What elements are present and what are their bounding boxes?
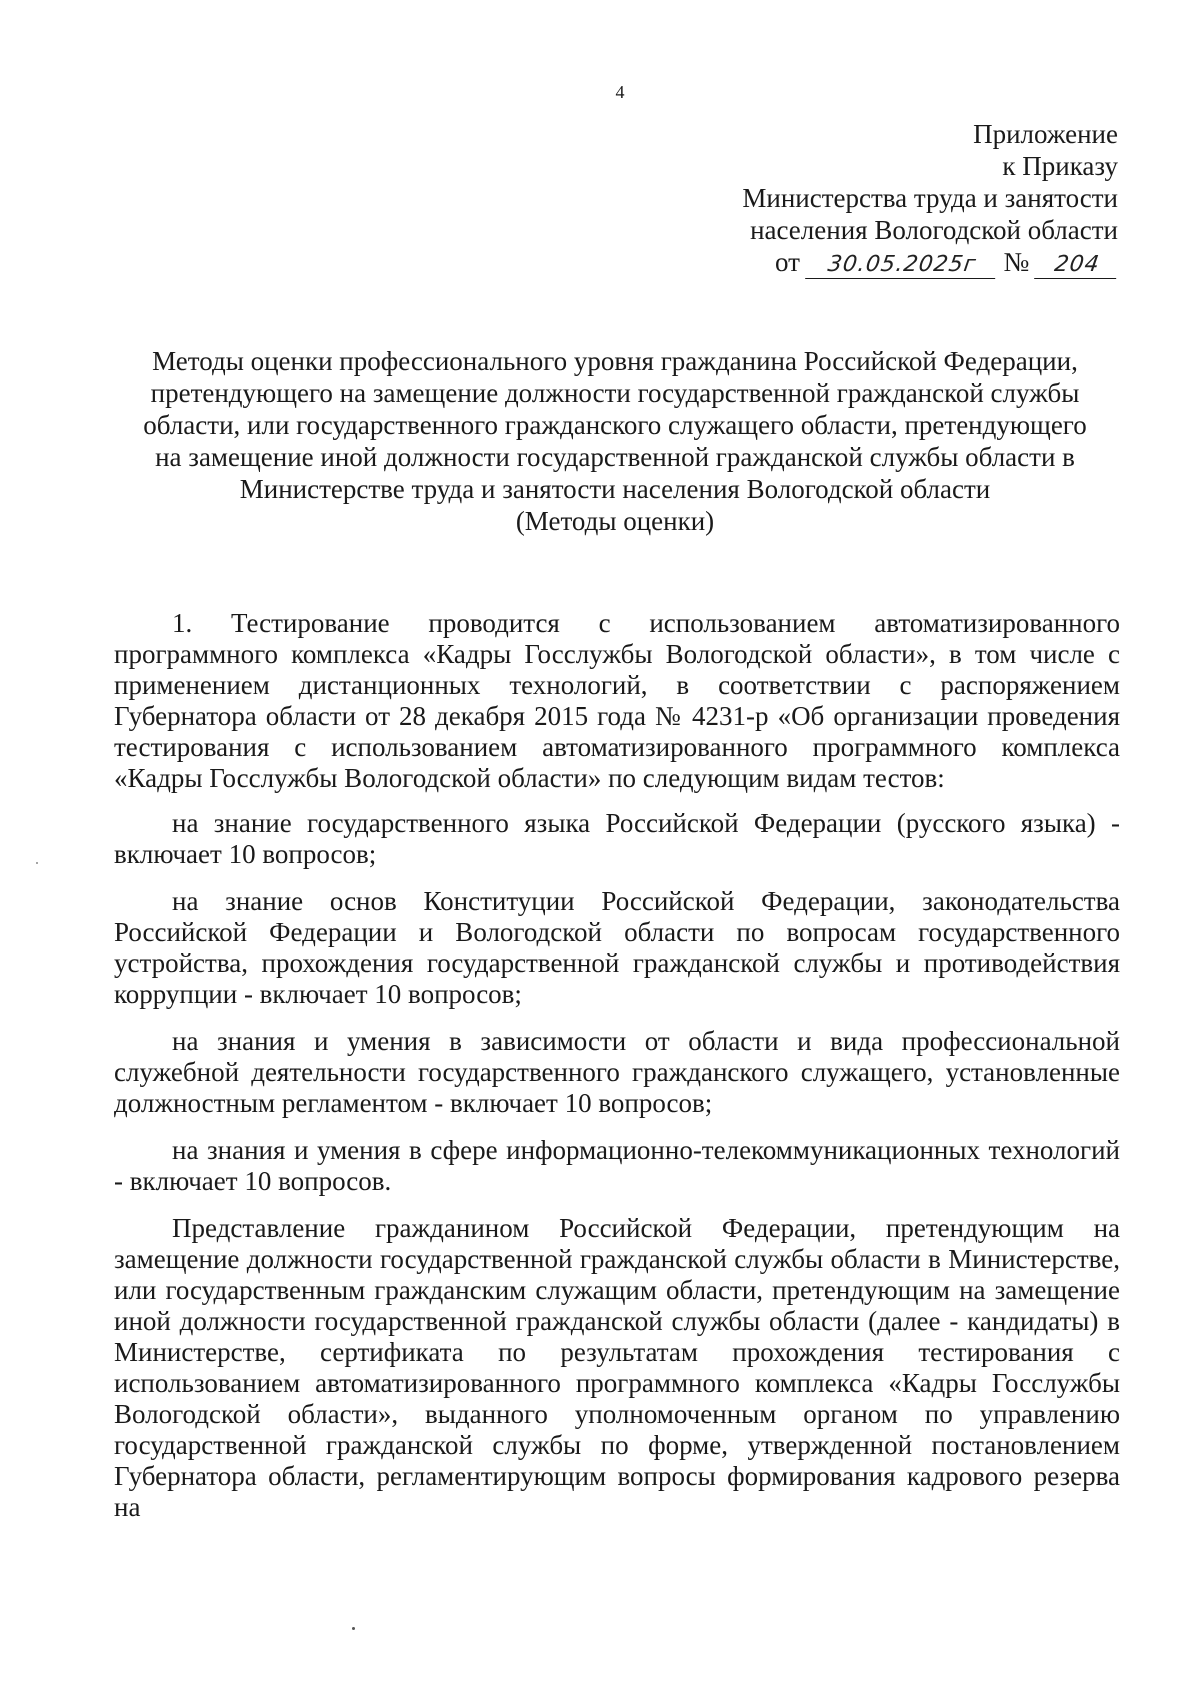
appendix-line: Министерства труда и занятости	[742, 183, 1118, 213]
title-line: на замещение иной должности государственной гражданской службы области в	[155, 442, 1075, 472]
document-title	[110, 345, 1120, 537]
paragraph-test-constitution: на знание основ Конституции Российской Федерации, законодательства Российской Федерации и Вологодской области по вопросам государственного устройства, прохождения государственной гражданской службы и противодействия коррупции - включает 10 вопросов;	[114, 886, 1120, 1009]
scan-speck	[352, 1627, 355, 1630]
title-line: области, или государственного гражданского служащего области, претендующего	[143, 410, 1087, 440]
handwritten-number: 204	[1034, 252, 1120, 279]
title-line: претендующего на замещение должности государственной гражданской службы	[150, 378, 1080, 408]
title-line: Методы оценки профессионального уровня гражданина Российской Федерации,	[152, 346, 1078, 376]
scan-speck	[36, 862, 38, 864]
appendix-line: населения Вологодской области	[750, 215, 1118, 245]
title-line: Министерстве труда и занятости населения Вологодской области	[239, 474, 991, 504]
title-line: (Методы оценки)	[515, 506, 715, 536]
appendix-line: Приложение	[973, 119, 1118, 149]
paragraph-test-professional: на знания и умения в зависимости от области и вида профессиональной служебной деятельности государственного гражданского служащего, установленные должностным регламентом - включает 10 вопросов;	[114, 1026, 1120, 1118]
page-number: 4	[615, 82, 625, 102]
paragraph-certificate: Представление гражданином Российской Федерации, претендующим на замещение должности государственной гражданской службы области в Министерстве, или государственным гражданским служащим области, претендующим на замещение иной должности государственной гражданской службы области (далее - кандидаты) в Министерстве, сертификата по результатам прохождения тестирования с использованием автоматизированного программного комплекса «Кадры Госслужбы Вологодской области», выданного уполномоченным органом по управлению государственной гражданской службы по форме, утвержденной постановлением Губернатора области, регламентирующим вопросы формирования кадрового резерва на	[114, 1213, 1120, 1522]
paragraph-test-ict: на знания и умения в сфере информационно-телекоммуникационных технологий - включает 10 вопросов.	[114, 1135, 1120, 1196]
paragraph-1: 1. Тестирование проводится с использованием автоматизированного программного комплекса «Кадры Госслужбы Вологодской области», в том числе с применением дистанционных технологий, в соответствии с распоряжением Губернатора области от 28 декабря 2015 года № 4231-р «Об организации проведения тестирования с использованием автоматизированного программного комплекса «Кадры Госслужбы Вологодской области» по следующим видам тестов:	[114, 608, 1120, 793]
number-prefix: №	[1003, 247, 1030, 277]
document-body	[114, 608, 1120, 1523]
appendix-date-line	[742, 246, 1118, 279]
handwritten-date: 30.05.2025г	[805, 252, 999, 279]
paragraph-test-russian: на знание государственного языка Российской Федерации (русского языка) - включает 10 вопросов;	[114, 808, 1120, 869]
appendix-block	[742, 118, 1118, 279]
date-prefix: от	[775, 247, 800, 277]
appendix-line: к Приказу	[1002, 151, 1118, 181]
